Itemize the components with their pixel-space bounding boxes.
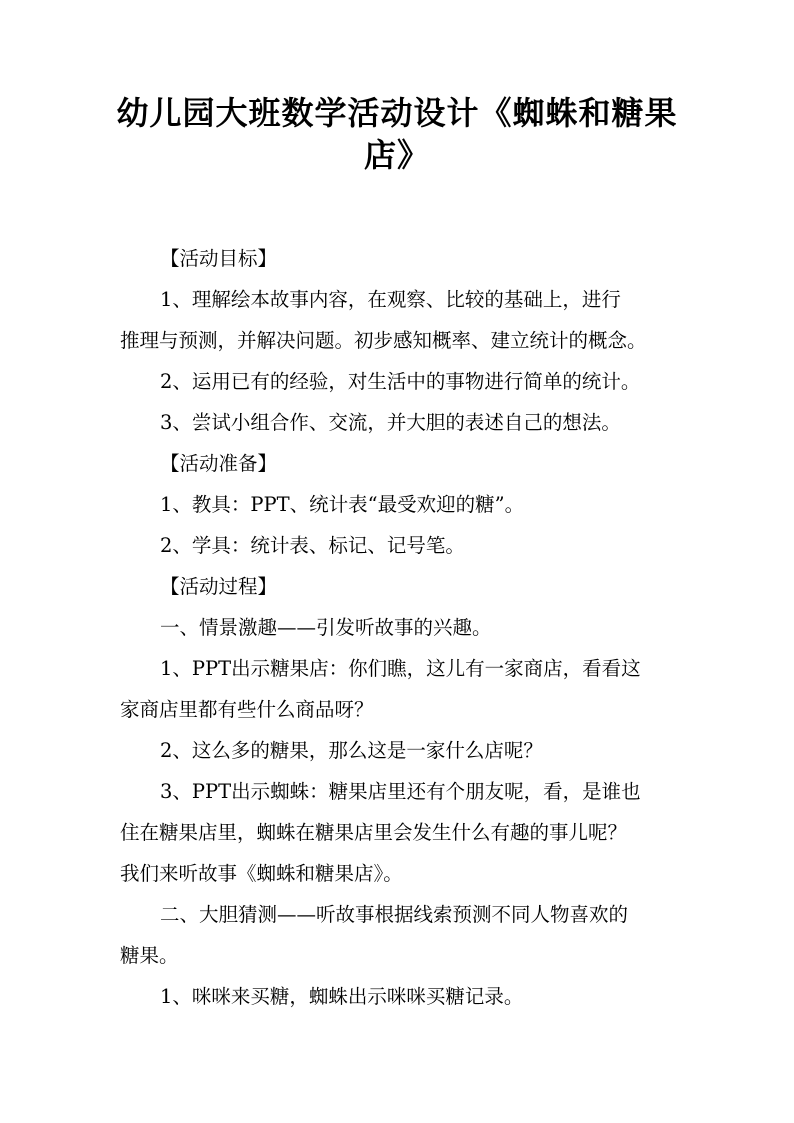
document-title (100, 92, 694, 176)
section-heading-preparation: 【活动准备】 (160, 452, 278, 475)
paragraph-line: 一、情景激趣——引发听故事的兴趣。 (160, 616, 492, 639)
paragraph-line: 我们来听故事《蜘蛛和糖果店》。 (120, 862, 403, 885)
paragraph-line: 糖果。 (120, 944, 179, 967)
paragraph-line: 推理与预测，并解决问题。初步感知概率、建立统计的概念。 (120, 329, 647, 352)
title-line-2: 店》 (363, 136, 430, 174)
section-heading-process: 【活动过程】 (160, 575, 278, 598)
paragraph-line: 2、学具：统计表、标记、记号笔。 (160, 534, 465, 557)
paragraph-line: 1、咪咪来买糖，蜘蛛出示咪咪买糖记录。 (160, 985, 524, 1008)
paragraph-line: 二、大胆猜测——听故事根据线索预测不同人物喜欢的 (160, 903, 629, 926)
paragraph-line: 1、教具：PPT、统计表“最受欢迎的糖”。 (160, 493, 525, 516)
paragraph-line: 3、尝试小组合作、交流，并大胆的表述自己的想法。 (160, 411, 621, 434)
paragraph-line: 1、PPT出示糖果店：你们瞧，这儿有一家商店，看看这 (160, 657, 641, 680)
section-heading-goals: 【活动目标】 (160, 247, 278, 270)
paragraph-line: 住在糖果店里，蜘蛛在糖果店里会发生什么有趣的事儿呢？ (120, 821, 628, 844)
paragraph-line: 1、理解绘本故事内容，在观察、比较的基础上，进行 (160, 288, 621, 311)
paragraph-line: 2、运用已有的经验，对生活中的事物进行简单的统计。 (160, 370, 641, 393)
paragraph-line: 3、PPT出示蜘蛛：糖果店里还有个朋友呢，看，是谁也 (160, 780, 641, 803)
title-line-1: 幼儿园大班数学活动设计《蜘蛛和糖果 (116, 94, 678, 132)
document-body (120, 238, 680, 1017)
paragraph-line: 2、这么多的糖果，那么这是一家什么店呢？ (160, 739, 543, 762)
paragraph-line: 家商店里都有些什么商品呀？ (120, 698, 374, 721)
